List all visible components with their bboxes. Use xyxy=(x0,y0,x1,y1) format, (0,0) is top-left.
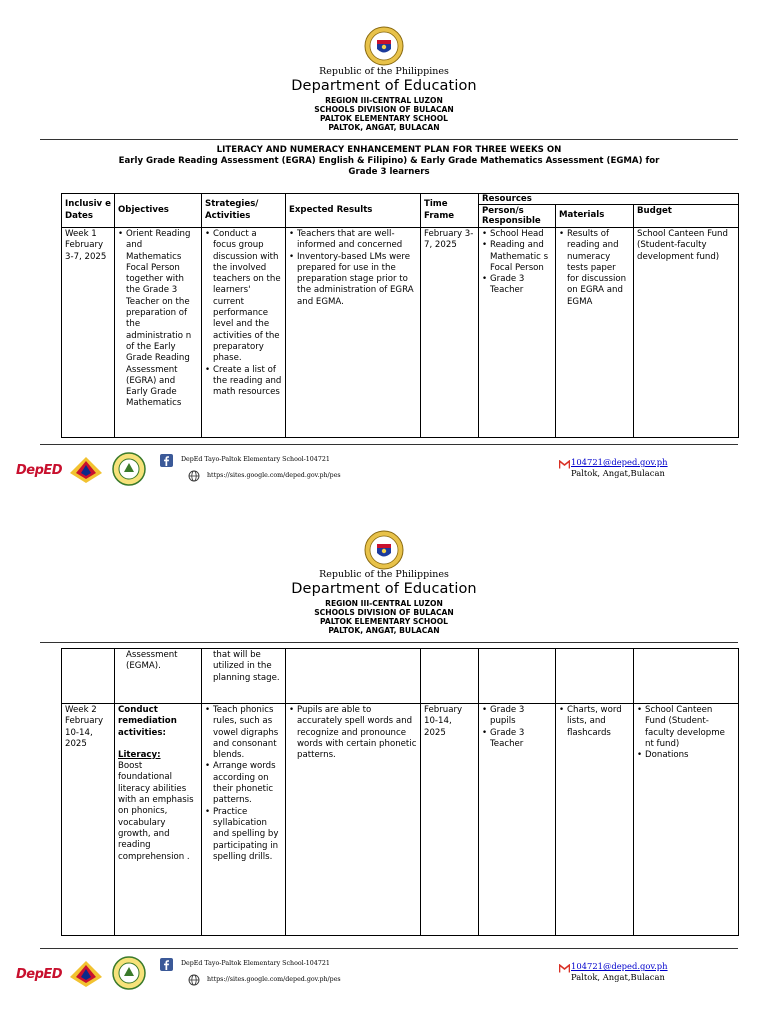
footer xyxy=(0,450,768,500)
table-row-week-1 xyxy=(62,228,739,438)
week1-persons xyxy=(479,228,556,438)
week1-objective-item: • Orient Reading and Mathematics Focal Person together with the Grade 3 Teacher on the preparation of the administratio n of the Early Grade Reading Assessment (EGRA) and Early Grade Mathematics xyxy=(126,229,198,410)
location-text: Paltok, Angat,Bulacan xyxy=(571,971,665,982)
week1-result-2: • Inventory-based LMs were prepared for use in the preparation stage prior to the administration of EGRA and EGMA. xyxy=(297,252,417,308)
continued-strategies xyxy=(202,649,286,704)
week2-literacy-text: Boost foundational literacy abilities with an emphasis on phonics, vocabulary growth, and reading comprehension . xyxy=(118,761,194,862)
week2-literacy-label: Literacy: xyxy=(118,749,161,760)
week1-strategies xyxy=(202,228,286,438)
week2-strategy-3: • Practice syllabication and spelling by participating in spelling drills. xyxy=(213,807,282,863)
address-line: PALTOK, ANGAT, BULACAN xyxy=(328,626,440,635)
region-line: REGION III-CENTRAL LUZON xyxy=(325,599,443,608)
gmail-icon xyxy=(559,460,570,469)
title-line-2: Early Grade Reading Assessment (EGRA) English & Filipino) & Early Grade Mathematics Assessment (EGMA) for xyxy=(118,156,660,166)
school-seal-icon xyxy=(112,956,146,990)
facebook-page-link[interactable]: DepEd Tayo-Paltok Elementary School-104721 xyxy=(181,456,330,463)
header-inclusive-dates: Inclusiv e Dates xyxy=(62,194,115,228)
gmail-icon xyxy=(559,964,570,973)
division-line: SCHOOLS DIVISION OF BULACAN xyxy=(314,608,454,617)
deped-seal-icon xyxy=(364,530,404,570)
facebook-icon xyxy=(160,958,173,971)
footer-divider xyxy=(40,948,738,949)
week2-results xyxy=(286,704,421,936)
facebook-icon xyxy=(160,454,173,467)
department-name: Department of Education xyxy=(291,581,477,597)
globe-icon xyxy=(188,974,200,986)
website-link[interactable]: https://sites.google.com/deped.gov.ph/pes xyxy=(207,976,341,983)
week1-result-1: • Teachers that are well-informed and concerned xyxy=(297,229,417,252)
region-line: REGION III-CENTRAL LUZON xyxy=(325,96,443,105)
continued-objective-text: Assessment (EGMA). xyxy=(126,650,178,672)
plan-title xyxy=(40,145,738,178)
plan-table-page-2 xyxy=(61,648,739,936)
page-2 xyxy=(0,504,768,1016)
week2-objectives xyxy=(115,704,202,936)
week2-person-1: • Grade 3 pupils xyxy=(490,705,552,728)
week1-strategy-1: • Conduct a focus group discussion with the involved teachers on the learners' current performance level and the activities of the preparatory phase. xyxy=(213,229,282,365)
email-link[interactable]: 104721@deped.gov.ph xyxy=(571,961,668,971)
email-link[interactable]: 104721@deped.gov.ph xyxy=(571,457,668,467)
week1-person-2: • Reading and Mathematic s Focal Person xyxy=(490,240,552,274)
globe-icon xyxy=(188,470,200,482)
header-objectives: Objectives xyxy=(115,194,202,228)
address-line: PALTOK, ANGAT, BULACAN xyxy=(328,123,440,132)
website-link[interactable]: https://sites.google.com/deped.gov.ph/pes xyxy=(207,472,341,479)
header-divider xyxy=(40,139,738,140)
contact-block xyxy=(571,457,668,478)
header-strategies: Strategies/ Activities xyxy=(202,194,286,228)
week2-time-frame: February 10-14, 2025 xyxy=(421,704,479,936)
school-seal-icon xyxy=(112,452,146,486)
contact-block xyxy=(571,961,668,982)
division-line: SCHOOLS DIVISION OF BULACAN xyxy=(314,105,454,114)
school-line: PALTOK ELEMENTARY SCHOOL xyxy=(320,114,448,123)
table-row-week-2 xyxy=(62,704,739,936)
week1-budget: School Canteen Fund (Student-faculty development fund) xyxy=(634,228,739,438)
header-divider xyxy=(40,642,738,643)
title-line-1: LITERACY AND NUMERACY ENHANCEMENT PLAN FOR THREE WEEKS ON xyxy=(216,145,562,155)
header-materials: Materials xyxy=(556,205,634,228)
deped-logo: DepED xyxy=(16,463,63,478)
republic-line: Republic of the Philippines xyxy=(319,569,449,580)
week2-budget xyxy=(634,704,739,936)
week2-objective-heading: Conduct remediation activities: xyxy=(118,705,177,738)
header-budget: Budget xyxy=(634,205,739,228)
school-line: PALTOK ELEMENTARY SCHOOL xyxy=(320,617,448,626)
header-resources: Resources xyxy=(479,194,739,205)
week2-material-item: • Charts, word lists, and flashcards xyxy=(567,705,630,739)
republic-line: Republic of the Philippines xyxy=(319,66,449,77)
week1-person-3: • Grade 3 Teacher xyxy=(490,274,552,297)
facebook-page-link[interactable]: DepEd Tayo-Paltok Elementary School-104721 xyxy=(181,960,330,967)
footer xyxy=(0,954,768,1004)
bagong-pilipinas-logo-icon xyxy=(66,453,106,487)
title-line-3: Grade 3 learners xyxy=(348,167,430,177)
bagong-pilipinas-logo-icon xyxy=(66,957,106,991)
deped-seal-icon xyxy=(364,26,404,66)
week2-strategy-1: • Teach phonics rules, such as vowel digraphs and consonant blends. xyxy=(213,705,282,761)
week1-time-frame: February 3-7, 2025 xyxy=(421,228,479,438)
week1-strategy-2: • Create a list of the reading and math resources xyxy=(213,365,282,399)
week2-materials xyxy=(556,704,634,936)
deped-logo: DepED xyxy=(16,967,63,982)
week2-persons xyxy=(479,704,556,936)
continued-strategy-text: that will be utilized in the planning stage. xyxy=(213,650,280,683)
plan-table-page-1 xyxy=(61,193,739,438)
week2-budget-1: • School Canteen Fund (Student-faculty developme nt fund) xyxy=(645,705,735,750)
continued-objectives xyxy=(115,649,202,704)
week1-objectives xyxy=(115,228,202,438)
location-text: Paltok, Angat,Bulacan xyxy=(571,467,665,478)
week2-budget-2: • Donations xyxy=(645,750,735,761)
table-row-continued xyxy=(62,649,739,704)
week1-results xyxy=(286,228,421,438)
week2-person-2: • Grade 3 Teacher xyxy=(490,728,552,751)
week1-material-item: • Results of reading and numeracy tests paper for discussion on EGRA and EGMA xyxy=(567,229,630,308)
header-persons-responsible: Person/s Responsible xyxy=(479,205,556,228)
week1-person-1: • School Head xyxy=(490,229,552,240)
week1-materials xyxy=(556,228,634,438)
department-name: Department of Education xyxy=(291,78,477,94)
week2-dates: Week 2 February 10-14, 2025 xyxy=(62,704,115,936)
week2-strategy-2: • Arrange words according on their phonetic patterns. xyxy=(213,761,282,806)
week1-dates: Week 1 February 3-7, 2025 xyxy=(62,228,115,438)
header-time-frame: Time Frame xyxy=(421,194,479,228)
week2-result-1: • Pupils are able to accurately spell words and recognize and pronounce words with certain phonetic patterns. xyxy=(297,705,417,761)
week2-strategies xyxy=(202,704,286,936)
header-expected-results: Expected Results xyxy=(286,194,421,228)
footer-divider xyxy=(40,444,738,445)
